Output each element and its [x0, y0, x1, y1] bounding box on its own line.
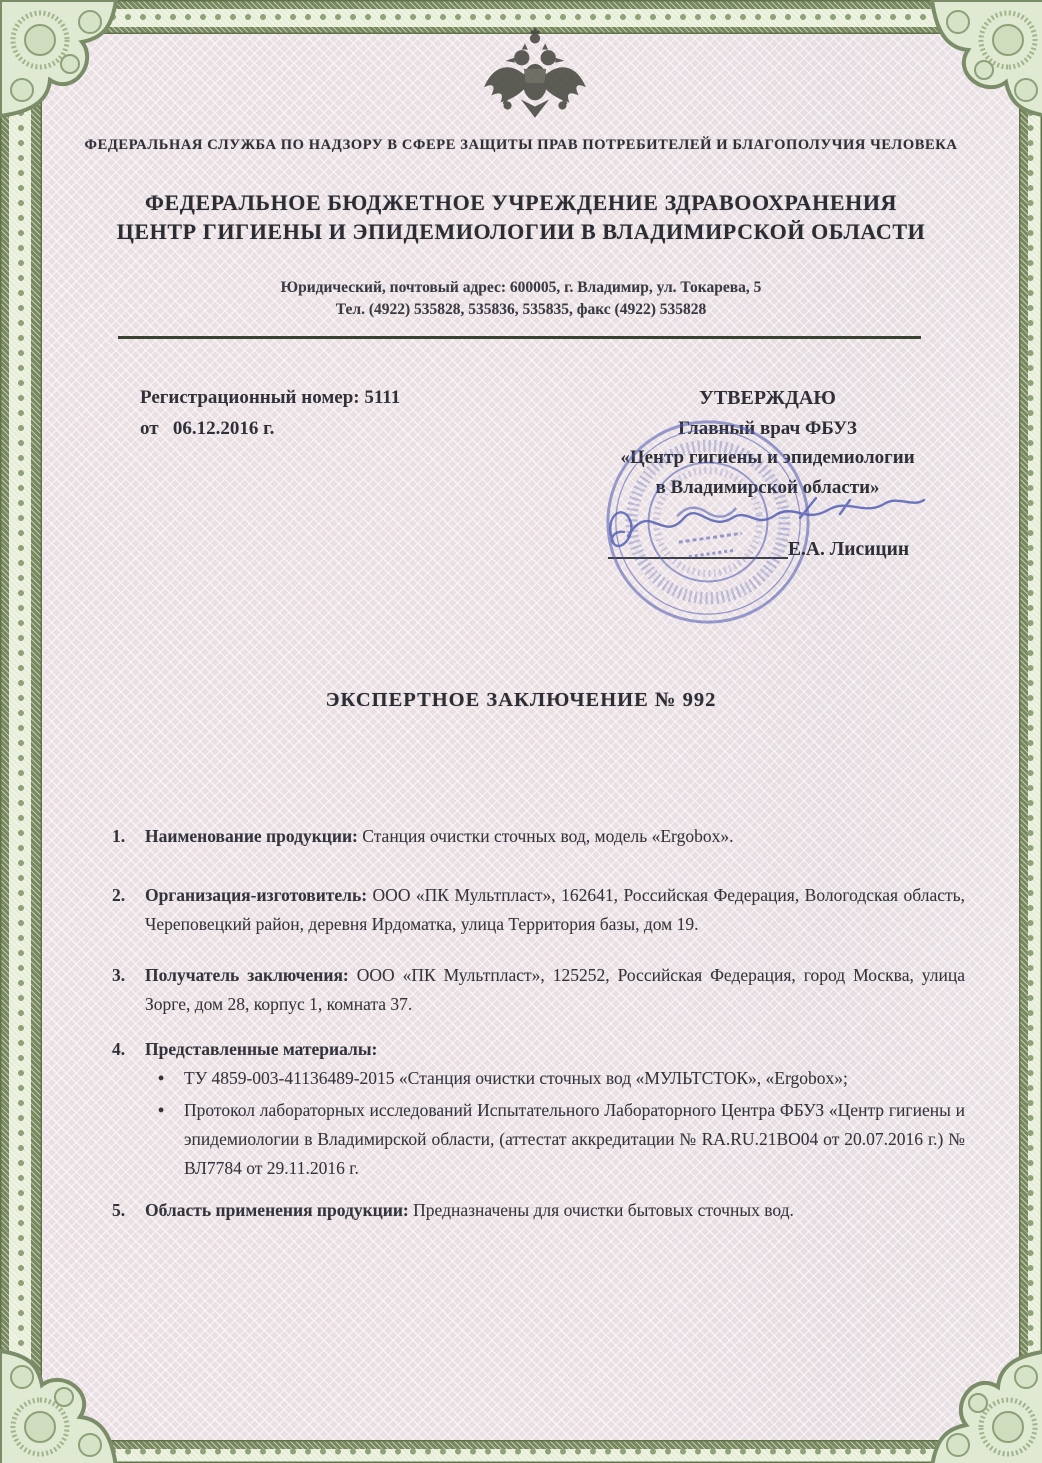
- item-text: Предназначены для очистки бытовых сточных вод.: [413, 1200, 794, 1220]
- item-product-name: [112, 822, 965, 851]
- item-application-area: [112, 1196, 965, 1225]
- corner-ornament-bottom-left: [0, 1349, 118, 1463]
- corner-ornament-top-right: [930, 0, 1042, 118]
- approval-title: УТВЕРЖДАЮ: [699, 387, 836, 409]
- agency-header: ФЕДЕРАЛЬНАЯ СЛУЖБА ПО НАДЗОРУ В СФЕРЕ ЗАЩИТЫ ПРАВ ПОТРЕБИТЕЛЕЙ И БЛАГОПОЛУЧИЯ ЧЕЛОВЕКА: [84, 137, 958, 153]
- approval-line3: в Владимирской области»: [655, 476, 880, 498]
- item-text: ООО «ПК Мультпласт», 162641, Российская Федерация, Вологодская область, Череповецкий район, деревня Ирдоматка, улица Территория базы, дом 19.: [145, 885, 965, 934]
- decorative-border-bottom: [0, 1440, 1042, 1463]
- registration-block: [140, 382, 400, 444]
- coat-of-arms-icon: [474, 20, 596, 130]
- address-block: [0, 277, 1042, 321]
- org-name-line2: ЦЕНТР ГИГИЕНЫ И ЭПИДЕМИОЛОГИИ В ВЛАДИМИРСКОЙ ОБЛАСТИ: [116, 219, 926, 244]
- items-list: [112, 822, 965, 1225]
- item-number: 5.: [112, 1200, 126, 1220]
- bullet-marker: •: [158, 1068, 165, 1088]
- item-label: Представленные материалы:: [145, 1039, 378, 1059]
- item-label: Получатель заключения:: [145, 965, 349, 985]
- bullet-list: [145, 1064, 965, 1183]
- org-name: [0, 188, 1042, 246]
- approval-line1: Главный врач ФБУЗ: [678, 417, 857, 439]
- item-label: Наименование продукции:: [145, 826, 358, 846]
- item-materials: [112, 1035, 965, 1186]
- bullet-text: ТУ 4859-003-41136489-2015 «Станция очистки сточных вод «МУЛЬТСТОК», «Ergobox»;: [184, 1068, 848, 1088]
- address-line1: Юридический, почтовый адрес: 600005, г. Владимир, ул. Токарева, 5: [280, 279, 762, 296]
- header-divider: [118, 336, 921, 339]
- item-text: ООО «ПК Мультпласт», 125252, Российская Федерация, город Москва, улица Зорге, дом 28, корпус 1, комната 37.: [145, 965, 966, 1014]
- corner-ornament-bottom-right: [930, 1349, 1042, 1463]
- signer-name: Е.А. Лисицин: [788, 539, 910, 560]
- bullet-item: [145, 1096, 965, 1183]
- bullet-marker: •: [158, 1100, 165, 1120]
- item-text: Станция очистки сточных вод, модель «Ergobox».: [362, 826, 734, 846]
- approval-line2: «Центр гигиены и эпидемиологии: [620, 447, 915, 468]
- document-title: ЭКСПЕРТНОЕ ЗАКЛЮЧЕНИЕ № 992: [325, 689, 717, 711]
- approval-block: [585, 384, 950, 502]
- item-label: Область применения продукции:: [145, 1200, 409, 1220]
- signature-line: [608, 557, 788, 559]
- corner-ornament-top-left: [0, 0, 118, 118]
- item-number: 3.: [112, 965, 126, 985]
- registration-date: от 06.12.2016 г.: [140, 418, 275, 439]
- item-recipient: [112, 961, 965, 1019]
- address-line2: Тел. (4922) 535828, 535836, 535835, факс (4922) 535828: [335, 301, 707, 318]
- item-number: 4.: [112, 1039, 126, 1059]
- item-label: Организация-изготовитель:: [145, 885, 368, 905]
- bullet-text: Протокол лабораторных исследований Испытательного Лабораторного Центра ФБУЗ «Центр гигиены и эпидемиологии в Владимирской области, (аттестат аккредитации № RA.RU.21ВО04 от 20.07.2016 г.) № ВЛ7784 от 29.11.2016 г.: [184, 1100, 965, 1178]
- item-manufacturer: [112, 881, 965, 939]
- bullet-item: [145, 1064, 965, 1093]
- item-number: 1.: [112, 826, 126, 846]
- org-name-line1: ФЕДЕРАЛЬНОЕ БЮДЖЕТНОЕ УЧРЕЖДЕНИЕ ЗДРАВООХРАНЕНИЯ: [144, 190, 898, 215]
- item-number: 2.: [112, 885, 126, 905]
- registration-number: Регистрационный номер: 5111: [140, 387, 401, 408]
